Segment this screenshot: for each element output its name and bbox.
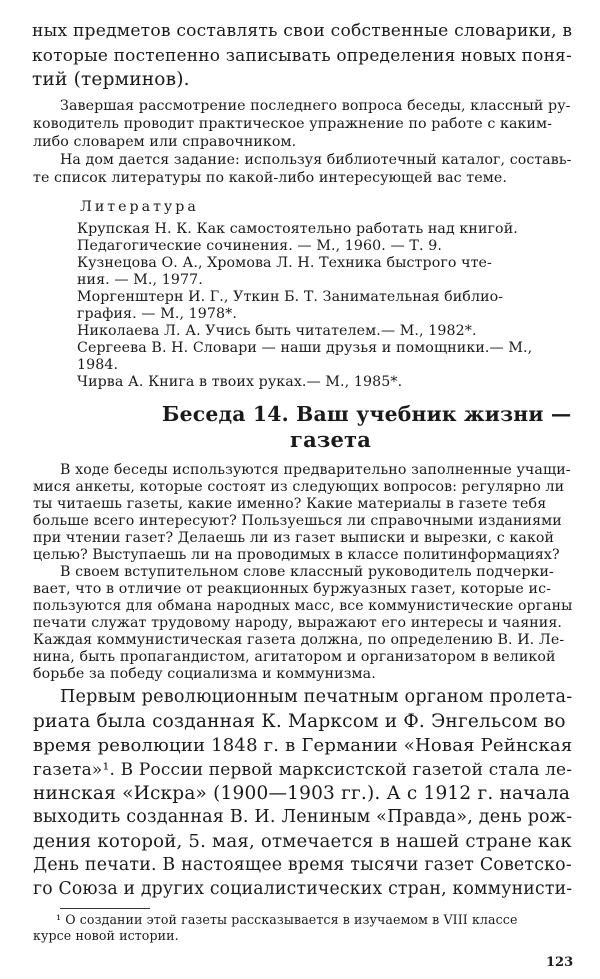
literature-entry: Кузнецова О. А., Хромова Л. Н. Техника быстрого чте- [77,255,492,271]
literature-entry: Чирва А. Книга в твоих руках.— М., 1985*. [77,374,403,390]
footnote-rule [60,908,150,909]
section-title: газета [290,427,372,452]
main-text-line: дения которой, 5. мая, отмечается в нашей стране как [33,831,572,852]
questionnaire-line: ты читаешь газеты, какие именно? Какие материалы в газете тебя [33,496,547,512]
opening-line: печати служат трудовому народу, выражают его интересы и чаяния. [33,615,563,631]
literature-heading: Литература [80,199,199,215]
opening-line: борьбе за победу социализма и коммунизма. [33,666,376,682]
intro-line: ных предметов составлять свои собственные словарики, в [32,21,573,41]
literature-entry: Сергеева В. Н. Словари — наши друзья и помощники.— М., [77,340,533,356]
literature-entry: ния. — М., 1977. [77,272,203,288]
main-text-line: время революции 1848 г. в Германии «Новая Рейнская [33,735,573,756]
literature-entry: 1984. [77,357,119,373]
section-title: Беседа 14. Ваш учебник жизни — [162,402,572,426]
questionnaire-line: целью? Выступаешь ли на проводимых в классе политинформациях? [33,547,560,563]
opening-line: нина, быть пропагандистом, агитатором и организатором в великой [33,649,556,665]
exercise-line: Завершая рассмотрение последнего вопроса беседы, классный ру- [60,98,571,114]
literature-entry: Педагогические сочинения. — М., 1960. — Т. 9. [77,238,442,254]
footnote-line: ¹ О создании этой газеты рассказывается в изучаемом в VIII классе [56,912,518,927]
exercise-line: либо словарем или справочником. [33,134,297,150]
intro-line: тий (терминов). [32,69,190,90]
opening-line: Каждая коммунистическая газета должна, по определению В. И. Ле- [33,632,565,648]
main-text-line: го Союза и других социалистических стран, коммунисти- [33,879,573,899]
questionnaire-line: мися анкеты, которые состоят из следующих вопросов: регулярно ли [33,479,565,495]
intro-line: которые постепенно записывать определения новых поня- [32,45,572,65]
exercise-line: ководитель проводит практическое упражнение по работе с каким- [33,116,553,132]
questionnaire-line: больше всего интересуют? Пользуешься ли справочными изданиями [33,513,562,529]
main-text-line: Первым революционным печатным органом пролета- [60,687,573,707]
literature-entry: Моргенштерн И. Г., Уткин Б. Т. Занимательная библио- [77,289,504,305]
opening-line: В своем вступительном слове классный руководитель подчерки- [60,564,554,580]
main-text-line: выходить созданная В. И. Лениным «Правда», день рож- [33,807,573,827]
homework-line: На дом дается задание: используя библиотечный каталог, составь- [60,152,572,168]
main-text-line: День печати. В настоящее время тысячи газет Советско- [33,855,572,875]
opening-line: пользуются для обмана народных масс, все коммунистические органы [33,598,573,614]
footnote-line: курсе новой истории. [33,928,179,943]
literature-entry: Крупская Н. К. Как самостоятельно работать над книгой. [77,221,518,237]
main-text-line: газета»¹. В России первой марксистской газетой стала ле- [33,759,573,779]
questionnaire-line: В ходе беседы используются предварительно заполненные учащи- [60,462,571,478]
main-text-line: нинская «Искра» (1900—1903 гг.). А с 1912 г. начала [33,783,571,804]
literature-entry: Николаева Л. А. Учись быть читателем.— М., 1982*. [77,323,477,339]
questionnaire-line: при чтении газет? Делаешь ли из газет выписки и вырезки, с какой [33,530,555,546]
main-text-line: риата была созданная К. Марксом и Ф. Энгельсом во [33,711,566,732]
opening-line: вает, что в отличие от реакционных буржуазных газет, которые ис- [33,581,552,597]
homework-line: те список литературы по какой-либо интересующей вас теме. [33,170,507,186]
literature-entry: графия. — М., 1978*. [77,306,237,322]
page-number: 123 [546,955,574,970]
